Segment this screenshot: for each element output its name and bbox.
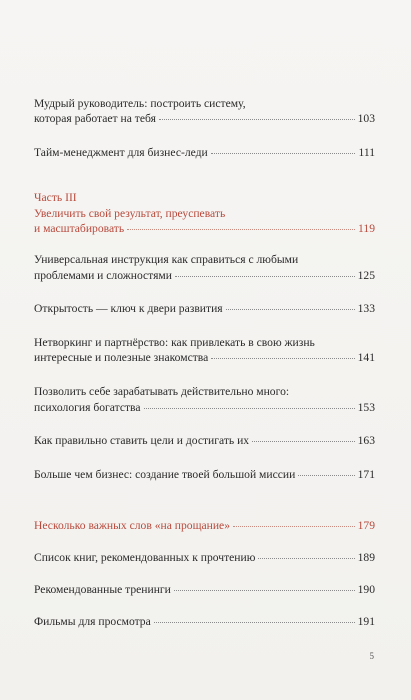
toc-page-number: 119 [358,222,375,236]
dot-leader [154,621,355,623]
dot-leader [174,589,355,591]
toc-entry-line: Список книг, рекомендованных к прочтению [34,550,256,564]
toc-entry-row [34,111,375,126]
dot-leader [226,308,355,310]
toc-entry-row [34,268,375,283]
toc-entry-row [34,400,375,415]
dot-leader [175,275,355,277]
page-number: 5 [369,651,374,661]
toc-entry-line: Мудрый руководитель: построить систему, [34,97,246,110]
toc-entry-line: Больше чем бизнес: создание твоей большой миссии [34,467,296,481]
toc-entry [34,96,375,127]
toc-page-number: 111 [358,145,375,159]
toc-page-number: 103 [357,112,375,126]
toc-entry-row [34,145,375,160]
dot-leader [211,357,354,359]
toc-entry-line: и масштабировать [34,222,125,236]
toc-entry [34,190,375,236]
toc-entry [34,335,375,366]
toc-entry-row [34,433,375,448]
toc-page-number: 125 [357,268,375,282]
toc-entry-line: Тайм-менеджмент для бизнес-леди [34,145,208,159]
toc-entry-line: Часть III [34,191,77,205]
toc-entry-row [34,582,375,597]
toc-entry [34,582,375,597]
toc-entry-row [34,518,375,533]
toc-page-number: 190 [357,582,375,596]
toc-entry [34,614,375,629]
toc-entry-row [34,350,375,365]
toc-entry-line: Увеличить свой результат, преуспевать [34,206,226,220]
toc-entry-line: проблемами и сложностями [34,268,172,282]
toc-entry-line: психология богатства [34,400,141,414]
dot-leader [233,525,355,527]
toc-entry-row [34,614,375,629]
toc-entry [34,518,375,533]
toc-entry-row [34,550,375,565]
toc-entry-line: интересные и полезные знакомства [34,351,209,365]
toc-entry [34,145,375,160]
toc-entry-row [34,467,375,482]
toc-page-number: 179 [357,519,375,533]
toc-entry-row [34,301,375,316]
toc-entry [34,301,375,316]
toc-entry [34,550,375,565]
toc-page-number: 189 [357,550,375,564]
toc-entry [34,467,375,482]
toc-entry-line: Универсальная инструкция как справиться с любыми [34,253,299,267]
toc-entry-line: Несколько важных слов «на прощание» [34,519,230,533]
toc-entry-line: Позволить себе зарабатывать действительно много: [34,385,290,399]
toc-page-number: 163 [357,434,375,448]
toc-entry-row [34,221,375,236]
toc-entry [34,252,375,283]
dot-leader [258,557,354,559]
dot-leader [298,474,354,476]
toc-entry-line: Фильмы для просмотра [34,615,151,629]
toc-entry-line: Как правильно ставить цели и достигать их [34,434,250,448]
dot-leader [144,407,355,409]
toc-page-number: 191 [357,615,375,629]
toc-entry [34,384,375,415]
toc-entry-line: которая работает на тебя [34,112,156,126]
dot-leader [211,152,356,154]
toc-page-number: 171 [357,467,375,481]
table-of-contents [34,96,375,630]
toc-entry-line: Рекомендованные тренинги [34,582,171,596]
toc-entry-line: Открытость — ключ к двери развития [34,302,223,316]
toc-page-number: 141 [357,351,375,365]
toc-entry [34,433,375,448]
toc-page-number: 153 [357,400,375,414]
dot-leader [159,118,355,120]
dot-leader [252,440,355,442]
toc-entry-line: Нетворкинг и партнёрство: как привлекать в свою жизнь [34,335,315,349]
dot-leader [127,228,355,230]
toc-page-number: 133 [357,302,375,316]
